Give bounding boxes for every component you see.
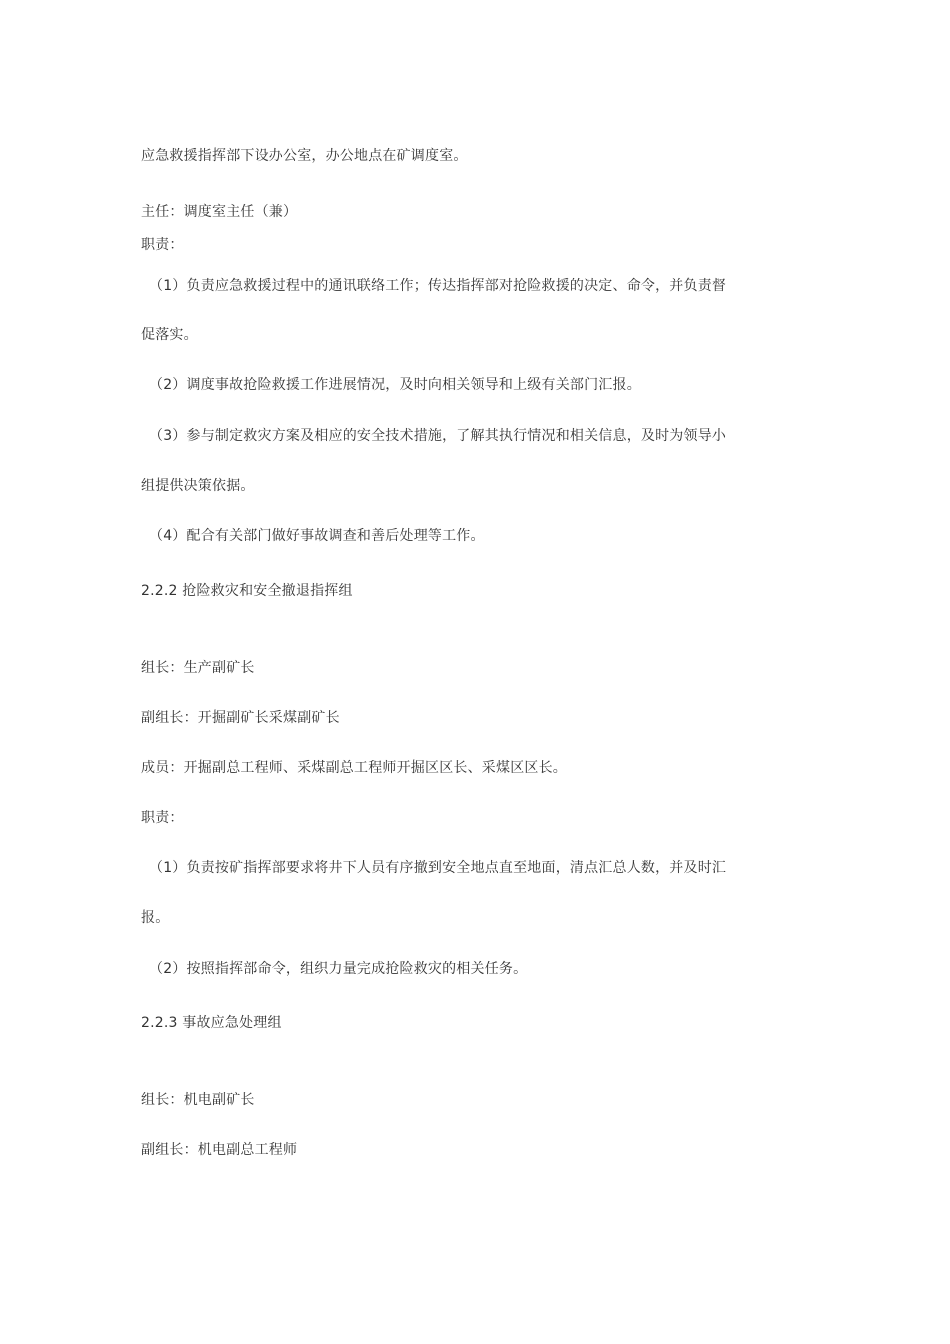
office-duty-2: （2）调度事故抢险救援工作进展情况，及时向相关领导和上级有关部门汇报。 bbox=[149, 377, 641, 393]
office-director: 主任：调度室主任（兼） bbox=[141, 204, 298, 220]
section-223-deputy: 副组长：机电副总工程师 bbox=[141, 1142, 298, 1158]
section-222-leader: 组长：生产副矿长 bbox=[141, 660, 255, 676]
office-duties-label: 职责： bbox=[141, 237, 184, 253]
section-222-members: 成员：开掘副总工程师、采煤副总工程师开掘区区长、采煤区区长。 bbox=[141, 760, 567, 776]
office-duty-1-cont: 促落实。 bbox=[141, 327, 198, 343]
office-duty-1: （1）负责应急救援过程中的通讯联络工作；传达指挥部对抢险救援的决定、命令，并负责督 bbox=[149, 278, 727, 294]
section-222-duty-2: （2）按照指挥部命令，组织力量完成抢险救灾的相关任务。 bbox=[149, 961, 528, 977]
section-223-heading: 2.2.3 事故应急处理组 bbox=[141, 1015, 282, 1031]
section-223-leader: 组长：机电副矿长 bbox=[141, 1092, 255, 1108]
section-222-deputy: 副组长：开掘副矿长采煤副矿长 bbox=[141, 710, 340, 726]
office-duty-3: （3）参与制定救灾方案及相应的安全技术措施，了解其执行情况和相关信息，及时为领导小 bbox=[149, 428, 727, 444]
section-222-duty-1-cont: 报。 bbox=[141, 910, 170, 926]
office-intro: 应急救援指挥部下设办公室，办公地点在矿调度室。 bbox=[141, 148, 468, 164]
section-222-duties-label: 职责： bbox=[141, 810, 184, 826]
section-222-duty-1: （1）负责按矿指挥部要求将井下人员有序撤到安全地点直至地面，清点汇总人数，并及时汇 bbox=[149, 860, 727, 876]
office-duty-3-cont: 组提供决策依据。 bbox=[141, 478, 255, 494]
office-duty-4: （4）配合有关部门做好事故调查和善后处理等工作。 bbox=[149, 528, 485, 544]
section-222-heading: 2.2.2 抢险救灾和安全撤退指挥组 bbox=[141, 583, 353, 599]
